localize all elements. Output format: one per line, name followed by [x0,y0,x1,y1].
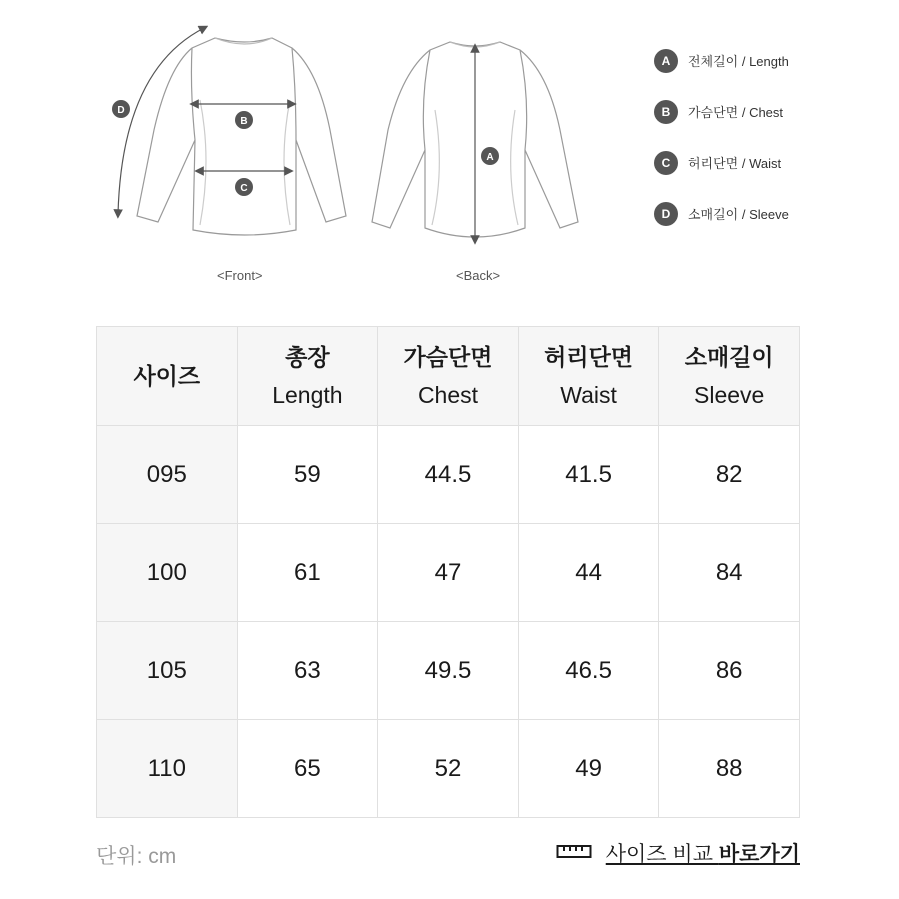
legend-item-sleeve [654,201,789,226]
waist-cell: 46.5 [518,622,659,720]
size-compare-link[interactable] [556,838,800,868]
marker-c [235,178,253,196]
length-cell: 61 [237,524,378,622]
header-waist [518,327,659,426]
chest-cell: 47 [378,524,519,622]
header-chest-ko: 가슴단면 [403,344,493,370]
sleeve-cell: 88 [659,720,800,818]
waist-cell: 49 [518,720,659,818]
waist-cell: 44 [518,524,659,622]
legend-label: 허리단면 / Waist [688,156,782,171]
legend-badge: A [654,49,678,73]
marker-a-text: A [486,152,494,163]
back-caption: <Back> [456,268,501,283]
marker-d [112,100,130,118]
legend-label: 가슴단면 / Chest [688,105,784,120]
header-length-ko: 총장 [285,344,330,370]
header-waist-en: Waist [560,382,617,408]
table-row [97,524,800,622]
length-cell: 63 [237,622,378,720]
marker-b-text: B [240,116,248,127]
header-chest [378,327,519,426]
sleeve-cell: 84 [659,524,800,622]
compare-link-prefix: 사이즈 비교 [605,843,713,866]
front-garment [137,38,346,235]
size-cell: 100 [97,524,238,622]
header-length-en: Length [272,382,343,408]
legend-label: 전체길이 / Length [688,54,789,69]
front-caption: <Front> [217,268,263,283]
marker-d-text: D [117,105,125,116]
table-header-row [97,327,800,426]
table-row [97,720,800,818]
size-cell: 095 [97,426,238,524]
legend-item-waist [654,150,789,175]
legend-item-chest [654,99,789,124]
legend-item-length [654,48,789,73]
legend-label: 소매길이 / Sleeve [688,207,789,222]
header-sleeve [659,327,800,426]
marker-c-text: C [240,183,248,194]
legend-badge: C [654,151,678,175]
chest-cell: 49.5 [378,622,519,720]
sleeve-cell: 82 [659,426,800,524]
header-waist-ko: 허리단면 [544,344,634,370]
legend-badge: B [654,100,678,124]
chest-cell: 44.5 [378,426,519,524]
length-cell: 65 [237,720,378,818]
size-cell: 105 [97,622,238,720]
header-sleeve-en: Sleeve [694,382,765,408]
size-table [96,326,800,818]
sleeve-cell: 86 [659,622,800,720]
marker-a [481,147,499,165]
header-sleeve-ko: 소매길이 [684,344,774,370]
ruler-icon [556,842,592,865]
chest-cell: 52 [378,720,519,818]
table-row [97,426,800,524]
header-length [237,327,378,426]
compare-link-bold: 바로가기 [718,843,800,866]
marker-b [235,111,253,129]
waist-cell: 41.5 [518,426,659,524]
unit-label: 단위: cm [96,845,177,868]
compare-link-text[interactable] [606,838,800,868]
table-row [97,622,800,720]
legend-badge: D [654,202,678,226]
header-chest-en: Chest [417,382,479,408]
length-cell: 59 [237,426,378,524]
header-size: 사이즈 [97,327,238,426]
size-cell: 110 [97,720,238,818]
measurement-legend [654,48,789,252]
